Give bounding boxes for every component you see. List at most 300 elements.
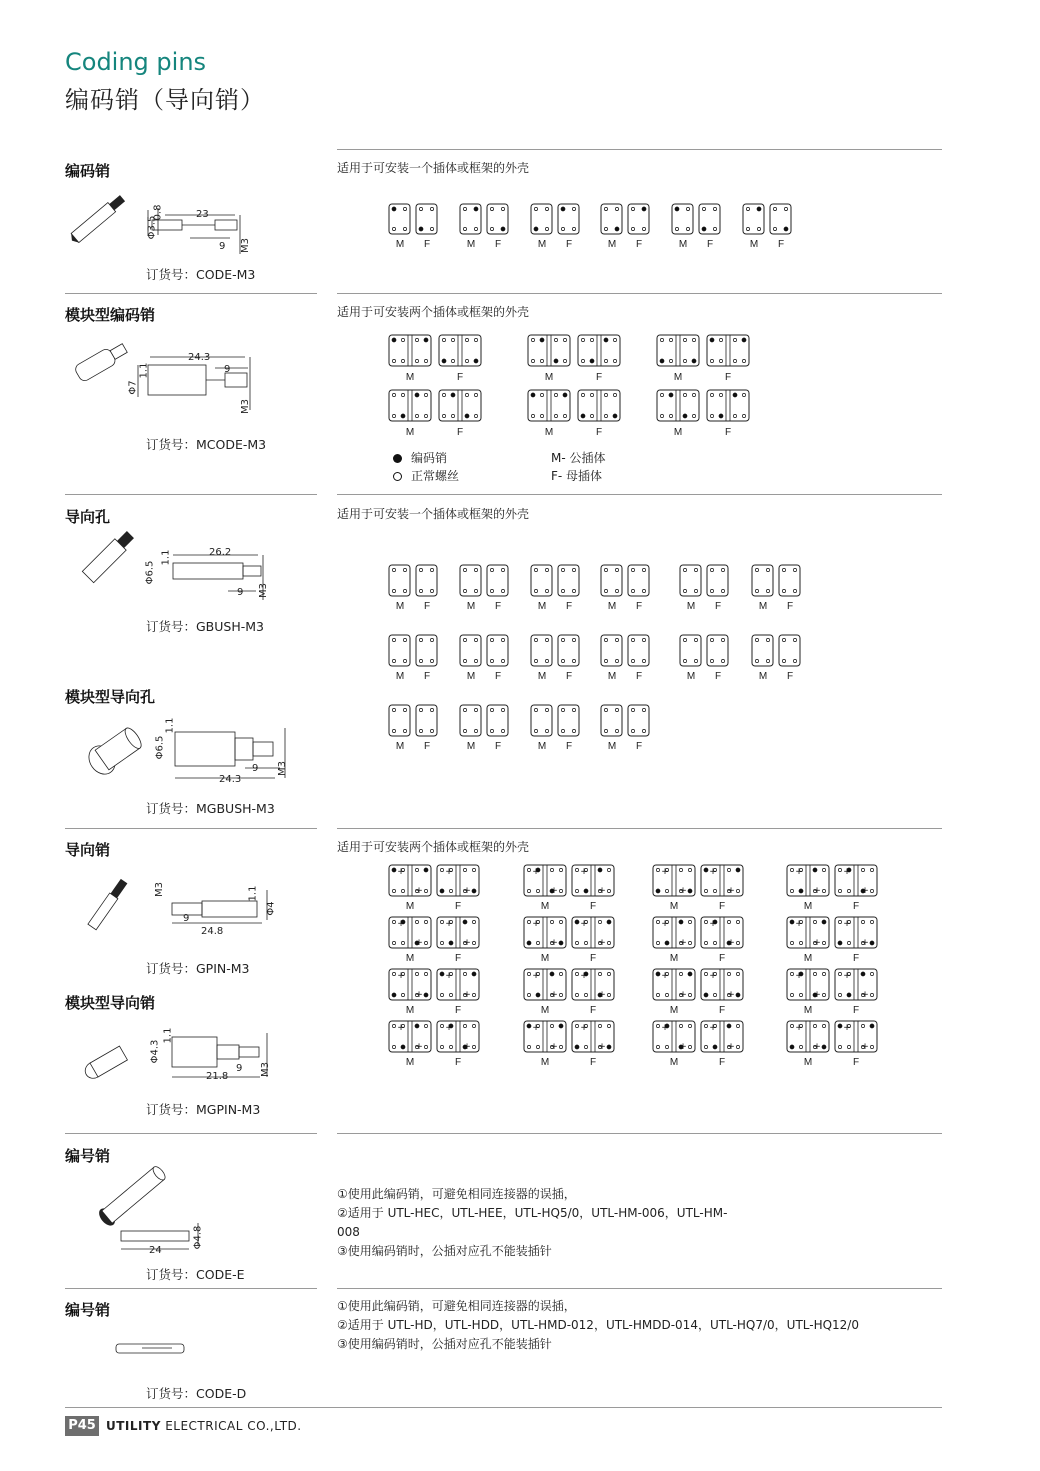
screw-hole [669,338,672,341]
screw-hole [604,729,607,732]
guide-plus: + [580,971,588,981]
screw-hole [727,920,730,923]
screw-hole [755,568,758,571]
screw-hole [451,414,454,417]
dim-9: 9 [219,241,226,252]
coding-pin-dot [563,393,567,397]
coding-pin-dot [710,338,714,342]
screw-hole [704,941,707,944]
screw-hole [782,589,785,592]
screw-hole [559,972,562,975]
screw-hole [392,920,395,923]
screw-hole [474,659,477,662]
shell-label: F [718,953,726,964]
screw-hole [615,568,618,571]
screw-hole [686,207,689,210]
screw-hole [688,1045,691,1048]
coding-pin-dot [451,393,455,397]
screw-hole [822,941,825,944]
dim-diameter: Φ4.8 [192,1225,204,1250]
screw-hole [392,1045,395,1048]
screw-hole [451,338,454,341]
guide-plus: + [709,867,717,877]
guide-plus: + [463,990,471,1000]
screw-hole [490,729,493,732]
screw-hole [721,638,724,641]
screw-hole [561,227,564,230]
screw-hole [692,393,695,396]
coding-pin-dot [534,227,538,231]
coding-pin-dot [575,1045,579,1049]
screw-hole [704,1045,707,1048]
screw-hole [642,589,645,592]
screw-hole [534,708,537,711]
screw-hole [838,889,841,892]
company-name: UTILITY ELECTRICAL CO.,LTD. [106,1419,302,1433]
coding-pin-dot [584,889,588,893]
screw-hole [545,207,548,210]
screw-hole [736,920,739,923]
screw-hole [474,589,477,592]
shell-label: M [395,741,405,752]
screw-hole [440,868,443,871]
guide-plus: + [813,990,821,1000]
screw-hole [793,659,796,662]
screw-hole [419,589,422,592]
screw-hole [559,1045,562,1048]
coding-pin-dot [688,889,692,893]
screw-hole [870,889,873,892]
shell-label: F [852,1057,860,1068]
notes-code-e: ①使用此编码销，可避免相同连接器的误插， ②适用于 UTL-HEC，UTL-HEE，UTL-HQ5/0，UTL-HM-006，UTL-HM-008 ③使用编码销时，公插对应孔不能装插针 [337,1187,728,1258]
screw-hole [679,868,682,871]
shell-label: F [724,372,732,383]
shell-label: F [718,1005,726,1016]
screw-hole [790,889,793,892]
shell-label: M [669,901,679,912]
screw-hole [742,393,745,396]
screw-hole [713,207,716,210]
coding-pin-dot [415,393,419,397]
screw-hole [550,868,553,871]
dim-diameter: Φ6.5 [154,735,166,760]
screw-hole [392,589,395,592]
screw-hole [392,393,395,396]
screw-hole [474,414,477,417]
screw-hole [686,227,689,230]
shell-label: F [565,601,573,612]
screw-hole [870,993,873,996]
screw-hole [430,568,433,571]
screw-hole [665,993,668,996]
dim-9: 9 [236,1063,243,1074]
coding-pin-dot [442,359,446,363]
coding-pin-dot [642,207,646,211]
screw-hole [694,568,697,571]
screw-hole [424,1024,427,1027]
coding-pin-dot [392,868,396,872]
screw-hole [472,941,475,944]
screw-hole [822,1024,825,1027]
shell-label: M [686,601,696,612]
shell-label: M [537,601,547,612]
screw-hole [822,889,825,892]
guide-plus: + [550,990,558,1000]
screw-hole [773,227,776,230]
guide-plus: + [550,886,558,896]
screw-hole [554,393,557,396]
screw-hole [561,589,564,592]
screw-hole [561,729,564,732]
screw-hole [604,638,607,641]
screw-hole [584,993,587,996]
shell-label: M [537,671,547,682]
screw-hole [527,993,530,996]
coding-pin-dot [415,1024,419,1028]
screw-hole [534,207,537,210]
screw-hole [813,920,816,923]
coding-pin-dot [550,972,554,976]
screw-hole [870,920,873,923]
screw-hole [642,708,645,711]
shell-label: F [423,741,431,752]
screw-hole [536,1045,539,1048]
screw-hole [631,207,634,210]
screw-hole [733,414,736,417]
screw-hole [713,993,716,996]
coding-pin-dot [822,1045,826,1049]
order-number: 订货号：MCODE-M3 [146,437,267,452]
screw-hole [581,393,584,396]
shell-label: F [456,372,464,383]
coding-pin-dot [790,920,794,924]
coding-pin-dot [790,1045,794,1049]
screw-hole [575,993,578,996]
page-title-cn: 编码销（导向销） [65,86,265,114]
screw-hole [545,227,548,230]
screw-hole [392,729,395,732]
screw-hole [540,414,543,417]
screw-hole [660,393,663,396]
screw-hole [419,729,422,732]
screw-hole [474,338,477,341]
guide-plus: + [415,886,423,896]
guide-plus: + [550,938,558,948]
page-number: P45 [65,1416,99,1436]
screw-hole [598,1024,601,1027]
dim-9: 9 [252,763,259,774]
dim-small: 1.1 [162,1027,174,1044]
coding-pin-dot [669,393,673,397]
coding-pin-dot [607,1045,611,1049]
screw-hole [613,359,616,362]
screw-hole [683,359,686,362]
screw-hole [665,889,668,892]
guide-plus: + [415,938,423,948]
shell-label: F [635,671,643,682]
screw-hole [710,589,713,592]
dim-diameter: Φ3.5 [146,215,158,240]
shell-label: F [714,671,722,682]
coding-pin-dot [822,920,826,924]
screw-hole [501,589,504,592]
screw-hole [710,568,713,571]
order-number: 订货号：MGBUSH-M3 [146,801,275,816]
screw-hole [822,972,825,975]
screw-hole [449,1045,452,1048]
shell-label: F [777,239,785,250]
screw-hole [793,568,796,571]
guide-plus: + [445,919,453,929]
screw-hole [424,1045,427,1048]
shell-label: M [607,671,617,682]
screw-hole [463,708,466,711]
order-number: 订货号：GPIN-M3 [146,961,250,976]
screw-hole [590,393,593,396]
coding-pin-dot [838,941,842,945]
screw-hole [559,993,562,996]
shell-label: M [466,671,476,682]
shell-label: M [669,953,679,964]
screw-hole [430,207,433,210]
screw-hole [688,1024,691,1027]
dim-length: 21.8 [206,1071,229,1082]
screw-hole [424,414,427,417]
coding-pin-dot [554,359,558,363]
coding-pin-dot [742,338,746,342]
screw-hole [675,227,678,230]
coding-pin-dot [424,993,428,997]
guide-plus: + [598,886,606,896]
shell-label: M [405,372,415,383]
screw-hole [870,1045,873,1048]
shell-label: M [803,953,813,964]
shell-label: F [565,741,573,752]
screw-hole [660,414,663,417]
screw-hole [604,568,607,571]
screw-hole [563,338,566,341]
screw-hole [403,659,406,662]
screw-hole [449,993,452,996]
screw-hole [607,1024,610,1027]
guide-plus: + [661,919,669,929]
shell-label: M [758,671,768,682]
guide-plus: + [598,938,606,948]
screw-hole [440,941,443,944]
coding-pin-dot [704,868,708,872]
coding-pin-dot [679,920,683,924]
screw-hole [822,868,825,871]
screw-hole [490,227,493,230]
screw-hole [870,972,873,975]
screw-hole [442,338,445,341]
shell-label: M [673,427,683,438]
screw-hole [615,729,618,732]
screw-hole [527,1045,530,1048]
coding-pin-dot [688,972,692,976]
shell-label: F [852,1005,860,1016]
guide-plus: + [532,867,540,877]
section-title-mgbush: 模块型导向孔 [65,688,156,706]
screw-hole [474,729,477,732]
coding-pin-dot [870,1024,874,1028]
shell-label: F [635,601,643,612]
screw-hole [501,207,504,210]
screw-hole [463,227,466,230]
shell-label: F [635,239,643,250]
screw-hole [631,227,634,230]
shell-label: M [405,1057,415,1068]
screw-hole [688,941,691,944]
screw-hole [424,920,427,923]
guide-plus: + [727,990,735,1000]
screw-hole [607,972,610,975]
screw-hole [631,729,634,732]
shell-label: M [686,671,696,682]
legend-female: F- 母插体 [551,469,603,483]
screw-hole [442,414,445,417]
shell-label: M [540,953,550,964]
screw-hole [790,972,793,975]
guide-plus: + [843,919,851,929]
dim-thread: M3 [258,583,269,598]
shell-label: F [786,671,794,682]
screw-hole [742,414,745,417]
dim-thread: M3 [260,1062,271,1077]
shell-label: F [786,601,794,612]
shell-label: F [718,901,726,912]
guide-plus: + [813,886,821,896]
screw-hole [531,414,534,417]
shell-label: F [494,671,502,682]
screw-hole [392,227,395,230]
screw-hole [713,227,716,230]
screw-hole [604,359,607,362]
coding-pin-dot [392,338,396,342]
section-title-mgpin: 模块型导向销 [65,994,156,1012]
screw-hole [584,1045,587,1048]
shell-label: M [537,741,547,752]
screw-hole [575,868,578,871]
screw-hole [683,338,686,341]
dim-length: 24.8 [201,926,224,937]
screw-hole [572,659,575,662]
guide-plus: + [445,867,453,877]
shell-label: M [607,741,617,752]
coding-pin-dot [501,227,505,231]
shell-label: F [706,239,714,250]
screw-hole [870,868,873,871]
shell-label: F [423,239,431,250]
screw-hole [572,227,575,230]
screw-hole [782,638,785,641]
shell-label: M [607,601,617,612]
screw-hole [534,659,537,662]
screw-hole [710,414,713,417]
shell-label: F [718,1057,726,1068]
coding-pin-dot [440,889,444,893]
guide-plus: + [415,990,423,1000]
screw-hole [463,568,466,571]
guide-plus: + [445,971,453,981]
screw-hole [838,920,841,923]
screw-hole [403,227,406,230]
screw-hole [660,338,663,341]
shell-label: F [454,1057,462,1068]
guide-plus: + [397,1023,405,1033]
screw-hole [419,659,422,662]
screw-hole [472,1024,475,1027]
coding-pin-dot [392,207,396,211]
screw-hole [401,359,404,362]
section-title-code-e: 编号销 [65,1147,111,1165]
coding-pin-dot [440,972,444,976]
section-desc: 适用于可安装一个插体或框架的外壳 [337,161,530,175]
screw-hole [669,359,672,362]
dim-9: 9 [224,364,231,375]
guide-plus: + [532,919,540,929]
shell-label: F [456,427,464,438]
screw-hole [424,393,427,396]
screw-hole [572,207,575,210]
screw-hole [550,920,553,923]
screw-hole [713,889,716,892]
guide-plus: + [463,1042,471,1052]
shell-label: F [423,671,431,682]
screw-hole [656,941,659,944]
screw-hole [766,659,769,662]
screw-hole [392,1024,395,1027]
screw-hole [746,227,749,230]
screw-hole [598,972,601,975]
screw-hole [463,589,466,592]
screw-hole [736,972,739,975]
screw-hole [527,889,530,892]
screw-hole [766,568,769,571]
guide-plus: + [861,938,869,948]
screw-hole [531,359,534,362]
screw-hole [683,638,686,641]
shell-label: M [466,601,476,612]
section-title-gbush: 导向孔 [65,508,111,526]
screw-hole [440,993,443,996]
screw-hole [683,589,686,592]
screw-hole [501,568,504,571]
screw-hole [540,393,543,396]
screw-hole [847,1045,850,1048]
dim-small: 1.1 [247,885,259,902]
screw-hole [757,227,760,230]
screw-hole [642,227,645,230]
dim-thread: M3 [240,238,251,253]
screw-hole [607,868,610,871]
coding-pin-dot [615,227,619,231]
legend-coding-pin: 编码销 [393,449,447,466]
screw-hole [424,972,427,975]
screw-hole [631,568,634,571]
coding-pin-dot [536,993,540,997]
guide-plus: + [397,867,405,877]
screw-hole [463,207,466,210]
screw-hole [799,993,802,996]
screw-hole [656,1045,659,1048]
guide-plus: + [598,1042,606,1052]
screw-hole [424,941,427,944]
screw-hole [401,889,404,892]
screw-hole [545,589,548,592]
shell-label: M [803,1005,813,1016]
coding-pin-dot [474,359,478,363]
